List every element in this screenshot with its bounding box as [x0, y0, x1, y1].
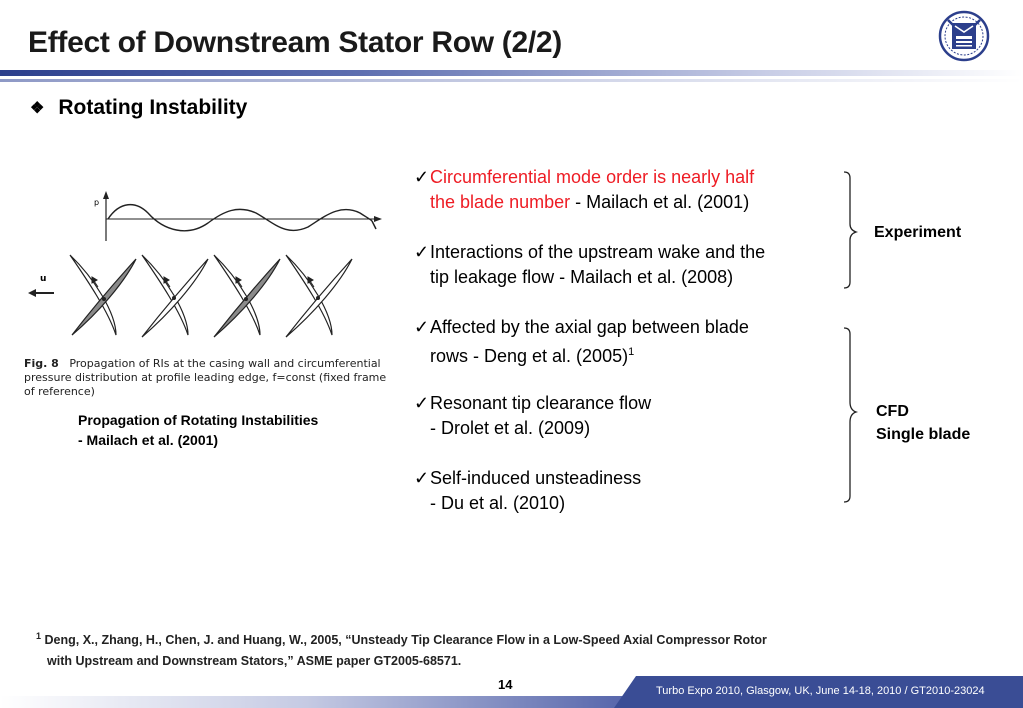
- list-item: [414, 391, 854, 441]
- page-number: 14: [498, 677, 513, 692]
- slide-title: Effect of Downstream Stator Row (2/2): [28, 26, 562, 59]
- list-item-line2: rows - Deng et al. (2005): [430, 346, 629, 366]
- figure-number: Fig. 8: [24, 357, 59, 370]
- check-icon: ✓: [414, 393, 430, 413]
- citation: - Mailach et al. (2001): [570, 192, 750, 212]
- figure-title: [78, 410, 318, 450]
- list-item-line2: tip leakage flow - Mailach et al. (2008): [430, 267, 734, 287]
- list-item-line2: - Du et al. (2010): [430, 493, 566, 513]
- conference-info: Turbo Expo 2010, Glasgow, UK, June 14-18, 2010 / GT2010-23024: [656, 685, 985, 697]
- university-logo: [938, 10, 990, 62]
- list-item: [414, 165, 854, 215]
- cfd-label-line2: Single blade: [876, 426, 971, 443]
- list-item: [414, 315, 854, 369]
- check-icon: ✓: [414, 317, 430, 337]
- pressure-wave: [108, 205, 372, 231]
- footnote-marker: 1: [628, 346, 635, 358]
- check-icon: ✓: [414, 468, 430, 488]
- list-item-line1: Affected by the axial gap between blade: [430, 317, 749, 337]
- figure-title-line1: Propagation of Rotating Instabilities: [78, 412, 319, 428]
- highlight-text: Circumferential mode order is nearly half: [430, 167, 755, 187]
- list-item-line1: Resonant tip clearance flow: [430, 393, 652, 413]
- cfd-label: [876, 400, 970, 446]
- blade-row: [70, 255, 352, 337]
- section-title: Rotating Instability: [58, 96, 248, 119]
- list-item-line1: Self-induced unsteadiness: [430, 468, 642, 488]
- cfd-label-line1: CFD: [876, 403, 909, 420]
- footnote-number: 1: [36, 631, 42, 641]
- footnote: [36, 626, 767, 672]
- figure-caption-text: Propagation of RIs at the casing wall and circumferential pressure distribution at profile leading edge, f=const (fixed frame of reference): [24, 357, 387, 398]
- section-heading: [30, 96, 247, 120]
- header-divider-thin: [0, 79, 1023, 82]
- list-item-line2: - Drolet et al. (2009): [430, 418, 591, 438]
- footnote-line1: Deng, X., Zhang, H., Chen, J. and Huang, W., 2005, “Unsteady Tip Clearance Flow in a Low-Speed Axial Compressor Rotor: [44, 633, 767, 648]
- header-divider: [0, 70, 1023, 76]
- footnote-line2: with Upstream and Downstream Stators,” ASME paper GT2005-68571.: [47, 654, 462, 669]
- figure-caption: [24, 357, 394, 399]
- check-icon: ✓: [414, 242, 430, 262]
- list-item: [414, 240, 854, 290]
- highlight-text-2: the blade number: [430, 192, 571, 212]
- group-braces: [836, 168, 866, 513]
- figure-title-line2: - Mailach et al. (2001): [78, 432, 219, 448]
- u-label: u: [40, 274, 47, 284]
- experiment-label: Experiment: [874, 224, 962, 241]
- p-axis-label: p: [94, 198, 100, 207]
- cfd-brace: [844, 328, 856, 502]
- list-item: [414, 466, 854, 516]
- experiment-brace: [844, 172, 856, 288]
- list-item-line1: Interactions of the upstream wake and the: [430, 242, 766, 262]
- check-icon: ✓: [414, 167, 430, 187]
- diamond-cluster-icon: ❖: [30, 100, 45, 117]
